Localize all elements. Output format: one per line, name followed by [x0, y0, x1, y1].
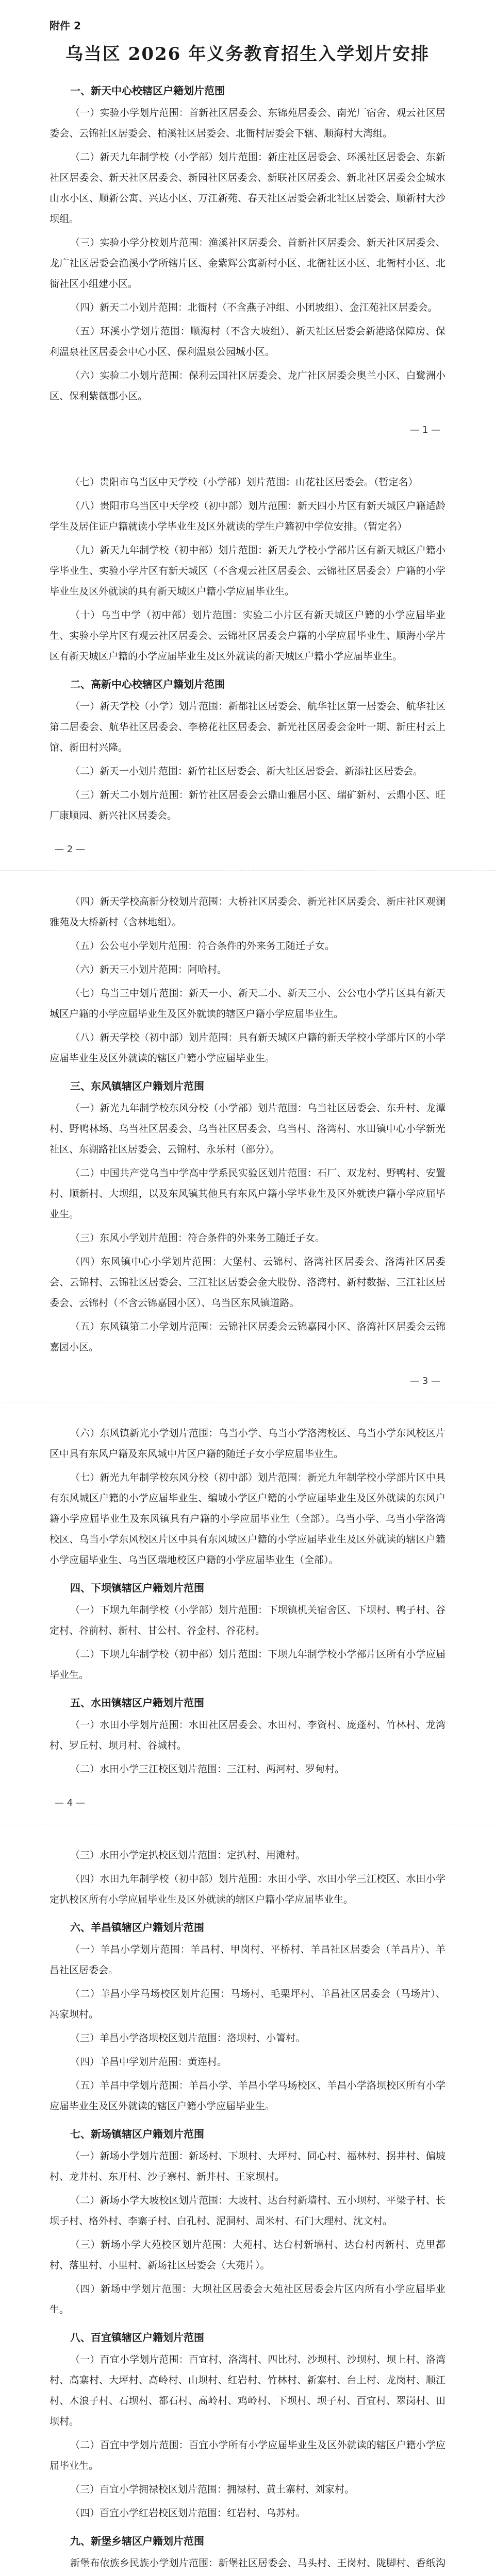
paragraph: （八）新天学校（初中部）划片范围：具有新天城区户籍的新天学校小学部片区的小学应届毕业生及区外就读的辖区户籍小学应届毕业生。 [50, 1032, 446, 1064]
paragraph: （十）乌当中学（初中部）划片范围：实验二小片区有新天城区户籍的小学应届毕业生、实验小学片区有观云社区居委会、云锦社区居委会户籍的小学应届毕业生、顺海小学片区有新天城区户籍的小学应届毕业生及区外就读的新天城区户籍小学应届毕业生。 [50, 609, 446, 662]
section-heading: 七、新场镇辖区户籍划片范围 [70, 2128, 204, 2140]
paragraph: （二）新场小学大坡校区划片范围：大坡村、达台村新墙村、五小坝村、平梁子村、长坝子村、格外村、李寨子村、白孔村、泥洞村、周米村、石门大理村、沈文村。 [50, 2195, 446, 2227]
paragraph: （二）新天九年制学校（小学部）划片范围：新庄社区居委会、环溪社区居委会、东新社区居委会、新天社区居委会、新园社区居委会、新联社区居委会、新北社区居委会金城水山水小区、顺新公寓、兴达小区、万江新苑、春天社区居委会新北社区居委会、顺新村大沙坝组。 [50, 151, 446, 225]
paragraph: （二）百宜中学划片范围：百宜小学所有小学应届毕业生及区外就读的辖区户籍小学应届毕业生。 [50, 2439, 446, 2471]
paragraph: （二）新天一小划片范围：新竹社区居委会、新大社区居委会、新添社区居委会。 [70, 766, 423, 777]
attachment-label: 附件 2 [50, 20, 81, 32]
paragraph: （二）中国共产党乌当中学高中学系民实验区划片范围：石厂、双龙村、野鸭村、安置村、顺新村、大坝组，以及东风镇其他具有东风户籍小学毕业生及区外就读户籍小学应届毕业生。 [50, 1167, 446, 1220]
paragraph: （七）乌当三中划片范围：新天一小、新天二小、新天三小、公公屯小学片区具有新天城区户籍的小学应届毕业生及区外就读的辖区户籍小学应届毕业生。 [50, 988, 446, 1020]
paragraph: （三）水田小学定扒校区划片范围：定扒村、用滩村。 [70, 1850, 306, 1861]
paragraph: （四）百宜小学红岩校区划片范围：红岩村、乌苏村。 [70, 2507, 306, 2519]
paragraph: （一）实验小学划片范围：首新社区居委会、东锦苑居委会、南光厂宿舍、观云社区居委会、云锦社区居委会、柏溪社区居委会、北衙村居委会下辖、顺海村大湾组。 [50, 107, 446, 139]
paragraph: （三）百宜小学拥禄校区划片范围：拥禄村、黄土寨村、刘家村。 [70, 2484, 355, 2495]
section-heading: 八、百宜镇辖区户籍划片范围 [70, 2331, 204, 2344]
page-number: — 4 — [55, 1798, 85, 1808]
paragraph: （四）东风镇中心小学划片范围：大堡村、云锦村、洛湾社区居委会、洛湾社区居委会、云锦村、云锦社区居委会、三江社区居委会金大股份、洛湾村、新村数据、三江社区居委会、云锦村（不含云锦嘉园小区）、乌当区东风镇道路。 [50, 1256, 446, 1309]
paragraph: （五）公公屯小学划片范围：符合条件的外来务工随迁子女。 [70, 940, 335, 952]
section-heading: 六、羊昌镇辖区户籍划片范围 [70, 1921, 204, 1934]
paragraph: （四）水田九年制学校（初中部）划片范围：水田小学、水田小学三江校区、水田小学定扒校区所有小学应届毕业生及区外就读的辖区户籍小学应届毕业生。 [50, 1873, 446, 1905]
paragraph: （三）羊昌小学洛坝校区划片范围：洛坝村、小箐村。 [70, 2032, 306, 2044]
paragraph: （六）东风镇新光小学划片范围：乌当小学、乌当小学洛湾校区、乌当小学东风校区片区中具有东风户籍及东风城中片区户籍的随迁子女小学应届毕业生。 [50, 1428, 446, 1460]
document-body [50, 82, 446, 2576]
page-number: — 3 — [410, 1376, 440, 1386]
document-title: 乌当区 2026 年义务教育招生入学划片安排 [65, 44, 430, 64]
paragraph: （一）水田小学划片范围：水田社区居委会、水田村、李资村、庞蓬村、竹林村、龙湾村、罗丘村、坝月村、谷城村。 [50, 1719, 446, 1751]
paragraph: 新堡布依族乡民族小学划片范围：新堡社区居委会、马头村、王岗村、陇脚村、香纸沟 [70, 2557, 446, 2569]
page-number: — 1 — [410, 425, 440, 435]
section-heading: 一、新天中心校辖区户籍划片范围 [70, 84, 225, 97]
paragraph: （四）羊昌中学划片范围：黄连村。 [70, 2056, 227, 2067]
section-heading: 九、新堡乡辖区户籍划片范围 [70, 2535, 204, 2547]
paragraph: （五）东风镇第二小学划片范围：云锦社区居委会云锦嘉园小区、洛湾社区居委会云锦嘉园小区。 [50, 1321, 446, 1353]
paragraph: （一）下坝九年制学校（小学部）划片范围：下坝镇机关宿舍区、下坝村、鸭子村、谷定村、谷前村、新村、甘公村、谷金村、谷花村。 [50, 1604, 446, 1636]
section-heading: 四、下坝镇辖区户籍划片范围 [70, 1582, 204, 1594]
paragraph: （二）水田小学三江校区划片范围：三江村、两河村、罗甸村。 [70, 1764, 345, 1775]
paragraph: （八）贵阳市乌当区中天学校（初中部）划片范围：新天四小片区有新天城区户籍适龄学生及居住证户籍就读小学毕业生及区外就读的学生户籍初中学位安排。（暂定名） [50, 500, 446, 532]
paragraph: （一）百宜小学划片范围：百宜村、洛湾村、四比村、沙坝村、沙坝村、坝上村、洛湾村、高寨村、大坪村、高岭村、山坝村、红岩村、竹林村、新寨村、台上村、龙岗村、顺江村、木浪子村、石坝村、都石村、高岭村、鸡岭村、下坝村、坝子村、百宜村、翠岗村、田坝村。 [50, 2354, 446, 2427]
paragraph: （三）东风小学划片范围：符合条件的外来务工随迁子女。 [70, 1232, 325, 1244]
paragraph: （六）实验二小划片范围：保利云国社区居委会、龙广社区居委会奥兰小区、白鹭洲小区、保利紫薇郡小区。 [50, 370, 446, 402]
paragraph: （七）新光九年制学校东风分校（初中部）划片范围：新光九年制学校小学部片区中具有东风城区户籍的小学应届毕业生、编城小学区户籍的小学应届毕业生及区外就读的东风户籍小学应届毕业生及东风镇具有户籍的小学应届毕业生（全部）。乌当小学、乌当小学洛湾校区、乌当小学东风校区片区中具有东风城区户籍的小学应届毕业生及区外就读的辖区户籍小学应届毕业生、乌当区瑞地校区户籍的小学应届毕业生（全部）。 [50, 1472, 446, 1566]
paragraph: （四）新天二小划片范围：北衙村（不含燕子冲组、小团坡组）、金江苑社区居委会。 [70, 302, 438, 313]
page-number: — 2 — [55, 844, 85, 855]
paragraph: （一）羊昌小学划片范围：羊昌村、甲岗村、平桥村、羊昌社区居委会（羊昌片）、羊昌社区居委会。 [50, 1944, 446, 1976]
section-heading: 五、水田镇辖区户籍划片范围 [70, 1697, 204, 1709]
paragraph: （一）新场小学划片范围：新场村、下坝村、大坪村、同心村、福林村、拐井村、偏坡村、龙井村、东开村、沙子寨村、新井村、王家坝村。 [50, 2150, 446, 2182]
paragraph: （三）新场小学大苑校区划片范围：大苑村、达台村新墙村、达台村丙新村、克里都村、落里村、小里村、新场社区居委会（大苑片）。 [50, 2239, 446, 2271]
page-divider [0, 870, 495, 871]
section-heading: 三、东风镇辖区户籍划片范围 [70, 1080, 204, 1092]
paragraph: （一）新光九年制学校东风分校（小学部）划片范围：乌当社区居委会、东升村、龙潭村、野鸭林场、乌当社区居委会、乌当社区居委会、乌当村、洛湾村、水田镇中心小学新光社区、东湖路社区居委会、云锦村、永乐村（部分）。 [50, 1103, 446, 1155]
paragraph: （五）羊昌中学划片范围：羊昌小学、羊昌小学马场校区、羊昌小学洛坝校区所有小学应届毕业生及区外就读的辖区户籍小学应届毕业生。 [50, 2080, 446, 2112]
paragraph: （九）新天九年制学校（初中部）划片范围：新天九学校小学部片区有新天城区户籍小学毕业生、实验小学片区有新天城区（不含观云社区居委会、云锦社区居委会）户籍的小学毕业生及区外就读的具有新天城区户籍小学应届毕业生。 [50, 545, 446, 597]
section-heading: 二、高新中心校辖区户籍划片范围 [70, 678, 225, 690]
paragraph: （二）下坝九年制学校（初中部）划片范围：下坝九年制学校小学部片区所有小学应届毕业生。 [50, 1649, 446, 1681]
paragraph: （三）新天二小划片范围：新竹社区居委会云鼎山雅居小区、瑞矿新村、云鼎小区、旺厂康顺园、新兴社区居委会。 [50, 789, 446, 821]
paragraph: （四）新场中学划片范围：大坝社区居委会大苑社区居委会片区内所有小学应届毕业生。 [50, 2283, 446, 2315]
paragraph: （一）新天学校（小学）划片范围：新都社区居委会、航华社区第一居委会、航华社区第二居委会、航华社区居委会、李榜花社区居委会、新光社区居委会金叶一期、新庄村云上馆、新田村兴隆。 [50, 701, 446, 753]
paragraph: （二）羊昌小学马场校区划片范围：马场村、毛栗坪村、羊昌社区居委会（马场片）、冯家坝村。 [50, 1988, 446, 2020]
paragraph: （四）新天学校高新分校划片范围：大桥社区居委会、新光社区居委会、新庄社区观澜雅苑及大桥新村（含林地组）。 [50, 896, 446, 928]
paragraph: （三）实验小学分校划片范围：渔溪社区居委会、首新社区居委会、新天社区居委会、龙广社区居委会渔溪小学所辖片区、金紫辉公寓新村小区、北衙社区小区、北衙村小区、北衙社区小组建小区。 [50, 237, 446, 290]
paragraph: （五）环溪小学划片范围：顺海村（不含大坡组）、新天社区居委会新港路保障房、保利温泉社区居委会中心小区、保利温泉公园城小区。 [50, 326, 446, 358]
paragraph: （六）新天三小划片范围：阿哈村。 [70, 964, 227, 975]
paragraph: （七）贵阳市乌当区中天学校（小学部）划片范围：山花社区居委会。（暂定名） [70, 477, 418, 488]
